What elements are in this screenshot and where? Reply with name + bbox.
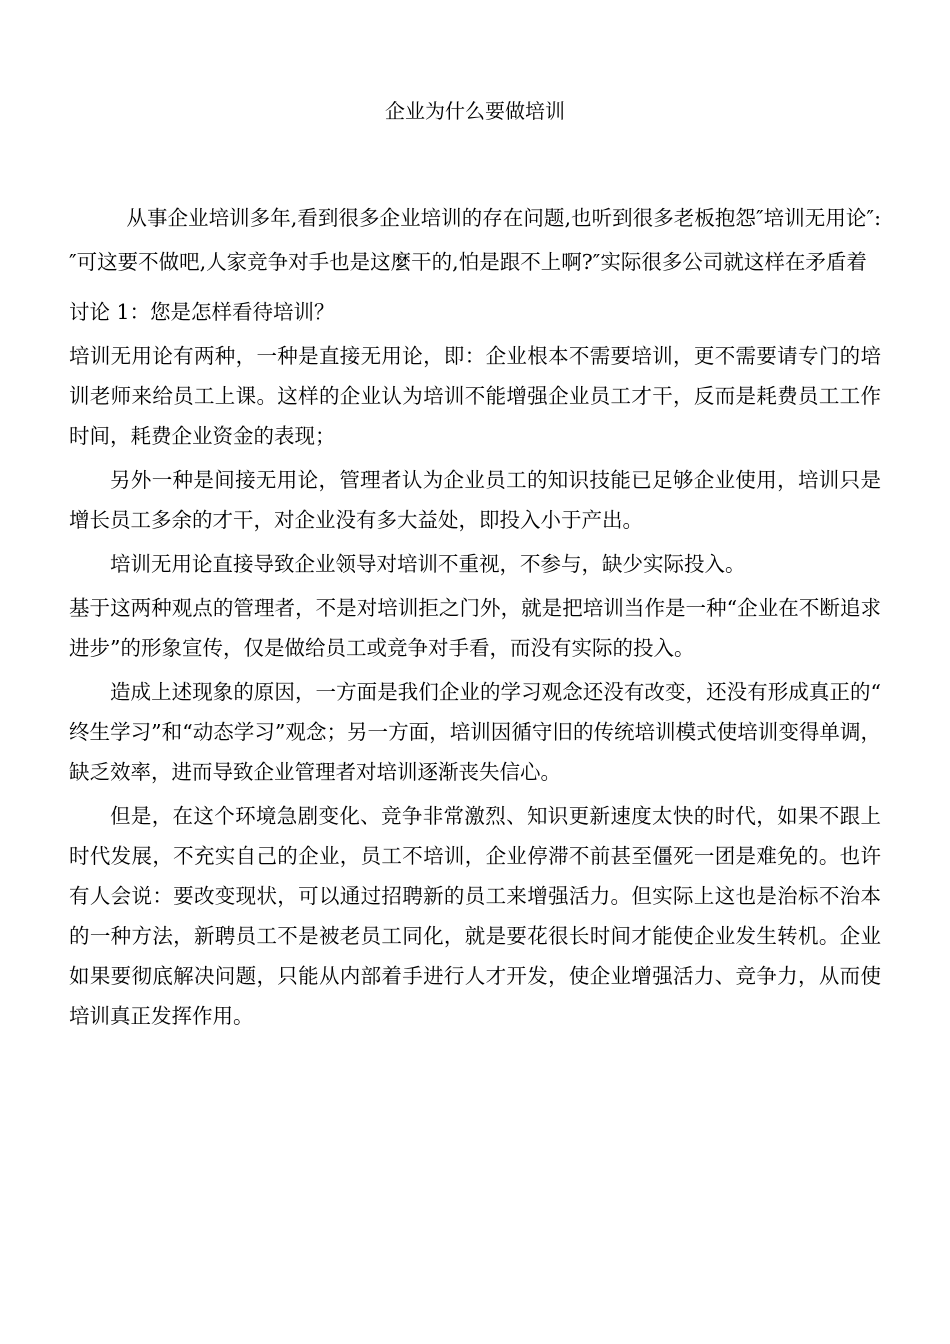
body-paragraph: 基于这两种观点的管理者，不是对培训拒之门外，就是把培训当作是一种“企业在不断追求进步”的形象宣传，仅是做给员工或竞争对手看，而没有实际的投入。 — [69, 596, 881, 660]
document-title: 企业为什么要做培训 — [385, 99, 565, 123]
discussion-heading: 讨论 1：您是怎样看待培训？ — [69, 300, 335, 324]
body-paragraph: 但是，在这个环境急剧变化、竞争非常激烈、知识更新速度太快的时代，如果不跟上时代发展，不充实自己的企业，员工不培训，企业停滞不前甚至僵死一团是难免的。也许有人会说：要改变现状，可以通过招聘新的员工来增强活力。但实际上这也是治标不治本的一种方法，新聘员工不是被老员工同化，就是要花很长时间才能使企业发生转机。企业如果要彻底解决问题，只能从内部着手进行人才开发，使企业增强活力、竞争力，从而使培训真正发挥作用。 — [69, 804, 881, 1028]
body-paragraph: 另外一种是间接无用论，管理者认为企业员工的知识技能已足够企业使用，培训只是增长员工多余的才干，对企业没有多大益处，即投入小于产出。 — [69, 468, 881, 532]
document-body — [69, 196, 881, 1036]
body-paragraph: 培训无用论有两种，一种是直接无用论，即：企业根本不需要培训，更不需要请专门的培训老师来给员工上课。这样的企业认为培训不能增强企业员工才干，反而是耗费员工工作时间，耗费企业资金的表现； — [69, 344, 881, 448]
body-paragraph: 培训无用论直接导致企业领导对培训不重视，不参与，缺少实际投入。 — [110, 552, 746, 576]
body-paragraph: 造成上述现象的原因，一方面是我们企业的学习观念还没有改变，还没有形成真正的“终生学习”和“动态学习”观念；另一方面，培训因循守旧的传统培训模式使培训变得单调，缺乏效率，进而导致企业管理者对培训逐渐丧失信心。 — [69, 680, 881, 784]
intro-paragraph: 从事企业培训多年,看到很多企业培训的存在问题,也听到很多老板抱怨″培训无用论″:″可这要不做吧,人家竞争对手也是这麼干的,怕是跟不上啊?″实际很多公司就这样在矛盾着 — [69, 206, 881, 274]
